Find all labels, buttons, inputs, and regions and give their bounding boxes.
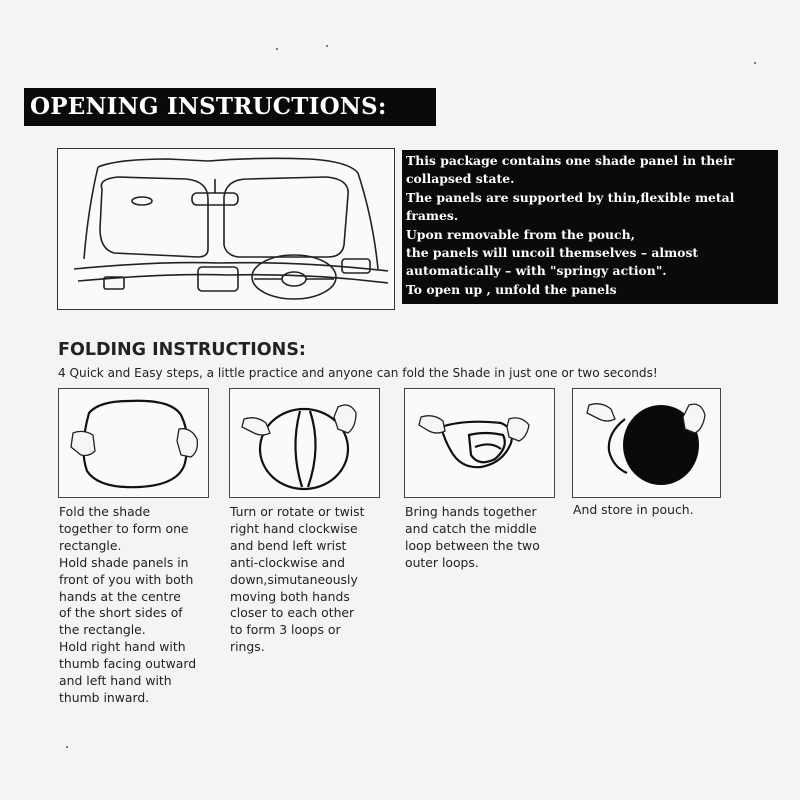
- opening-line: This package contains one shade panel in their collapsed state.: [406, 153, 735, 187]
- twisting-loops-icon: [230, 389, 378, 496]
- folded-disc-icon: [573, 389, 719, 496]
- opening-instructions-title: OPENING INSTRUCTIONS:: [24, 88, 436, 126]
- step-2-illustration: [229, 388, 380, 498]
- step-2-text: Turn or rotate or twist right hand clockwise and bend left wrist anti-clockwise and down,simutaneously moving both hands closer to each other to form 3 loops or rings.: [230, 504, 365, 655]
- opening-line: the panels will uncoil themselves – almost automatically – with "springy action".: [406, 245, 699, 279]
- hands-holding-panel-icon: [59, 389, 207, 496]
- step-1-illustration: [58, 388, 209, 498]
- step-3-text: Bring hands together and catch the middle loop between the two outer loops.: [405, 504, 540, 570]
- scan-speck: [276, 48, 278, 50]
- step-3-illustration: [404, 388, 555, 498]
- opening-line: To open up , unfold the panels: [406, 281, 617, 297]
- folding-instructions-title: FOLDING INSTRUCTIONS:: [58, 340, 306, 360]
- step-4-illustration: [572, 388, 721, 498]
- car-windshield-illustration: [57, 148, 395, 310]
- opening-instructions-text: [402, 150, 778, 304]
- step-1-text: Fold the shade together to form one rectangle. Hold shade panels in front of you with both hands at the centre of the short sides of the rectangle. Hold right hand with thumb facing outward and left hand with thumb inward.: [59, 504, 197, 705]
- opening-line: Upon removable from the pouch,: [406, 226, 635, 242]
- scan-speck: [754, 62, 756, 64]
- scan-speck: [326, 45, 328, 47]
- three-loops-icon: [405, 389, 553, 496]
- opening-line: The panels are supported by thin,flexible metal frames.: [406, 189, 735, 224]
- step-4-text: And store in pouch.: [573, 502, 694, 517]
- windshield-sunshade-icon: [58, 149, 393, 308]
- scan-speck: [66, 746, 68, 748]
- folding-instructions-subtitle: 4 Quick and Easy steps, a little practice and anyone can fold the Shade in just one or two seconds!: [58, 366, 658, 380]
